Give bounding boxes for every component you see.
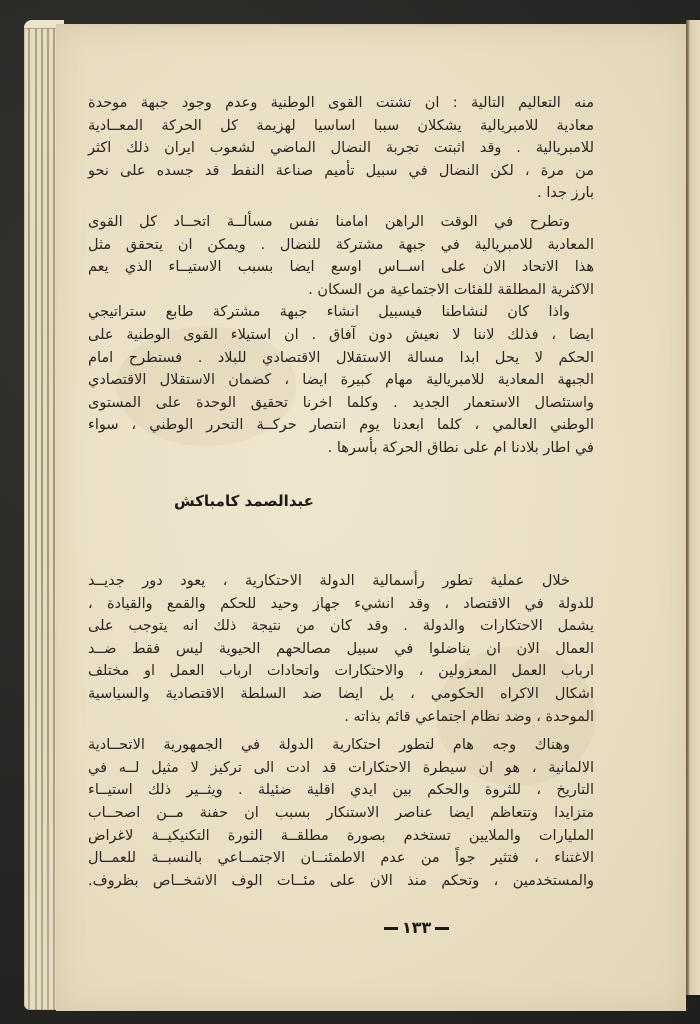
- text-line: معادية للامبريالية يشكلان سببا اساسيا لهزيمة كل الحركة المعــادية: [88, 117, 594, 134]
- text-line: العمال الان ان يناضلوا في سبيل مصالحهم الحيوية ليس فقط ضــد: [88, 640, 594, 657]
- text-line: المليارات والملايين تستخدم بصورة مطلقــة الثورة التكنيكيــة لاغراض: [88, 827, 594, 844]
- text-line: ارباب العمل المعزولين ، والاحتكارات واتحادات ارباب العمل او مختلف: [88, 663, 594, 680]
- text-line: منه التعاليم التالية : ان تشتت القوى الوطنية وعدم وجود جبهة موحدة: [88, 95, 594, 111]
- text-line: يشمل الاحتكارات والدولة . وقد كان من نتيجة ذلك انه يتوجب على: [88, 618, 594, 635]
- text-line: في اطار بلادنا ام على نطاق الحركة بأسرها .: [327, 439, 594, 456]
- text-line: المعادية للامبريالية في جبهة مشتركة للنضال . ويمكن ان يتحقق مثل: [88, 236, 594, 253]
- text-line: من مرة ، لكن النضال في سبيل تأميم صناعة النفط قد جسده على نحو: [88, 162, 594, 179]
- text-line: ايضا ، فذلك لاننا لا نعيش دون آفاق . ان استيلاء القوى الوطنية على: [88, 326, 594, 343]
- text-line: للامبريالية . وقد اثبتت تجربة النضال الماضي لشعوب ايران ذلك اكثر: [88, 140, 594, 157]
- section-2-text: [88, 570, 594, 892]
- page-edge-line: [47, 28, 49, 1010]
- text-line: وتطرح في الوقت الراهن امامنا نفس مسألــة اتحــاد كل القوى: [88, 213, 570, 230]
- text-line: الجبهة المعادية للامبريالية مهام كبيرة ايضا ، كضمان الاستقلال الاقتصادي: [88, 372, 594, 389]
- text-line: الحكم لا يحل ابدا مسالة الاستقلال الاقتصادي للبلاد . فستطرح امام: [88, 349, 594, 366]
- book-gutter: [686, 20, 700, 995]
- page-edge-line: [41, 28, 43, 1010]
- author-signature: عبدالصمد كامباكش: [174, 492, 314, 510]
- paragraph-5: [88, 734, 594, 892]
- page-number-value: ١٣٣: [402, 918, 432, 937]
- text-line: خلال عملية تطور رأسمالية الدولة الاحتكارية ، يعود دور جديــد: [88, 573, 570, 589]
- page-number: [380, 918, 453, 937]
- page-number-dash-right: [435, 927, 449, 930]
- text-line: بارز جدا .: [537, 185, 594, 202]
- page-edge-line: [28, 28, 30, 1010]
- text-line: هذا الاتحاد الان على اســاس اوسع ايضا بسبب الاستيــاء الذي يعم: [88, 259, 594, 276]
- paragraph-3: [88, 301, 594, 459]
- section-1-text: [88, 92, 594, 460]
- page-edge-line: [35, 28, 37, 1010]
- text-line: الموحدة ، وضد نظام اجتماعي قائم بذاته .: [344, 708, 594, 725]
- text-line: الاكثرية المطلقة للفئات الاجتماعية من السكان .: [308, 281, 594, 298]
- text-line: الوطني العالمي ، كلما ابعدنا يوم انتصار حركــة التحرر الوطني ، سواء: [88, 417, 594, 434]
- paragraph-2: [88, 211, 594, 301]
- page-edge-line: [53, 28, 55, 1010]
- text-line: متزايدا وتتعاظم ايضا عناصر الاستنكار بسبب ان حفنة مــن اصحــاب: [88, 804, 594, 821]
- text-line: الالمانية ، هو ان سيطرة الاحتكارات قد ادت الى تركيز لا مثيل لــه في: [88, 759, 594, 776]
- text-line: والمستخدمين ، وتحكم منذ الان على مئــات الوف الاشخــاص بظروف.: [88, 872, 594, 889]
- text-line: التاريخ ، للثروة والحكم بين ايدي اقلية ضئيلة . ويثــير ذلك استيــاء: [88, 782, 594, 799]
- text-line: الاغتناء ، فتثير جواً من عدم الاطمئنــان الاجتمــاعي بالنسبــة للعمــال: [88, 850, 594, 867]
- text-line: وهناك وجه هام لتطور احتكارية الدولة في الجمهورية الاتحــادية: [88, 737, 570, 754]
- paragraph-4: [88, 570, 594, 728]
- paragraph-1: [88, 92, 594, 205]
- text-line: واذا كان لنشاطنا فيسبيل انشاء جبهة مشتركة طابع ستراتيجي: [88, 304, 570, 321]
- text-line: اشكال الاكراه الحكومي ، بل ايضا ضد السلطة الاقتصادية والسياسية: [88, 685, 594, 702]
- page-number-dash-left: [384, 927, 398, 930]
- text-line: واستئصال الاستعمار الجديد . وكلما اخرنا تحقيق الوحدة على المستوى: [88, 394, 594, 411]
- text-line: للدولة في الاقتصاد ، وقد انشيء جهاز وحيد للحكم والقمع والقيادة ،: [88, 595, 594, 612]
